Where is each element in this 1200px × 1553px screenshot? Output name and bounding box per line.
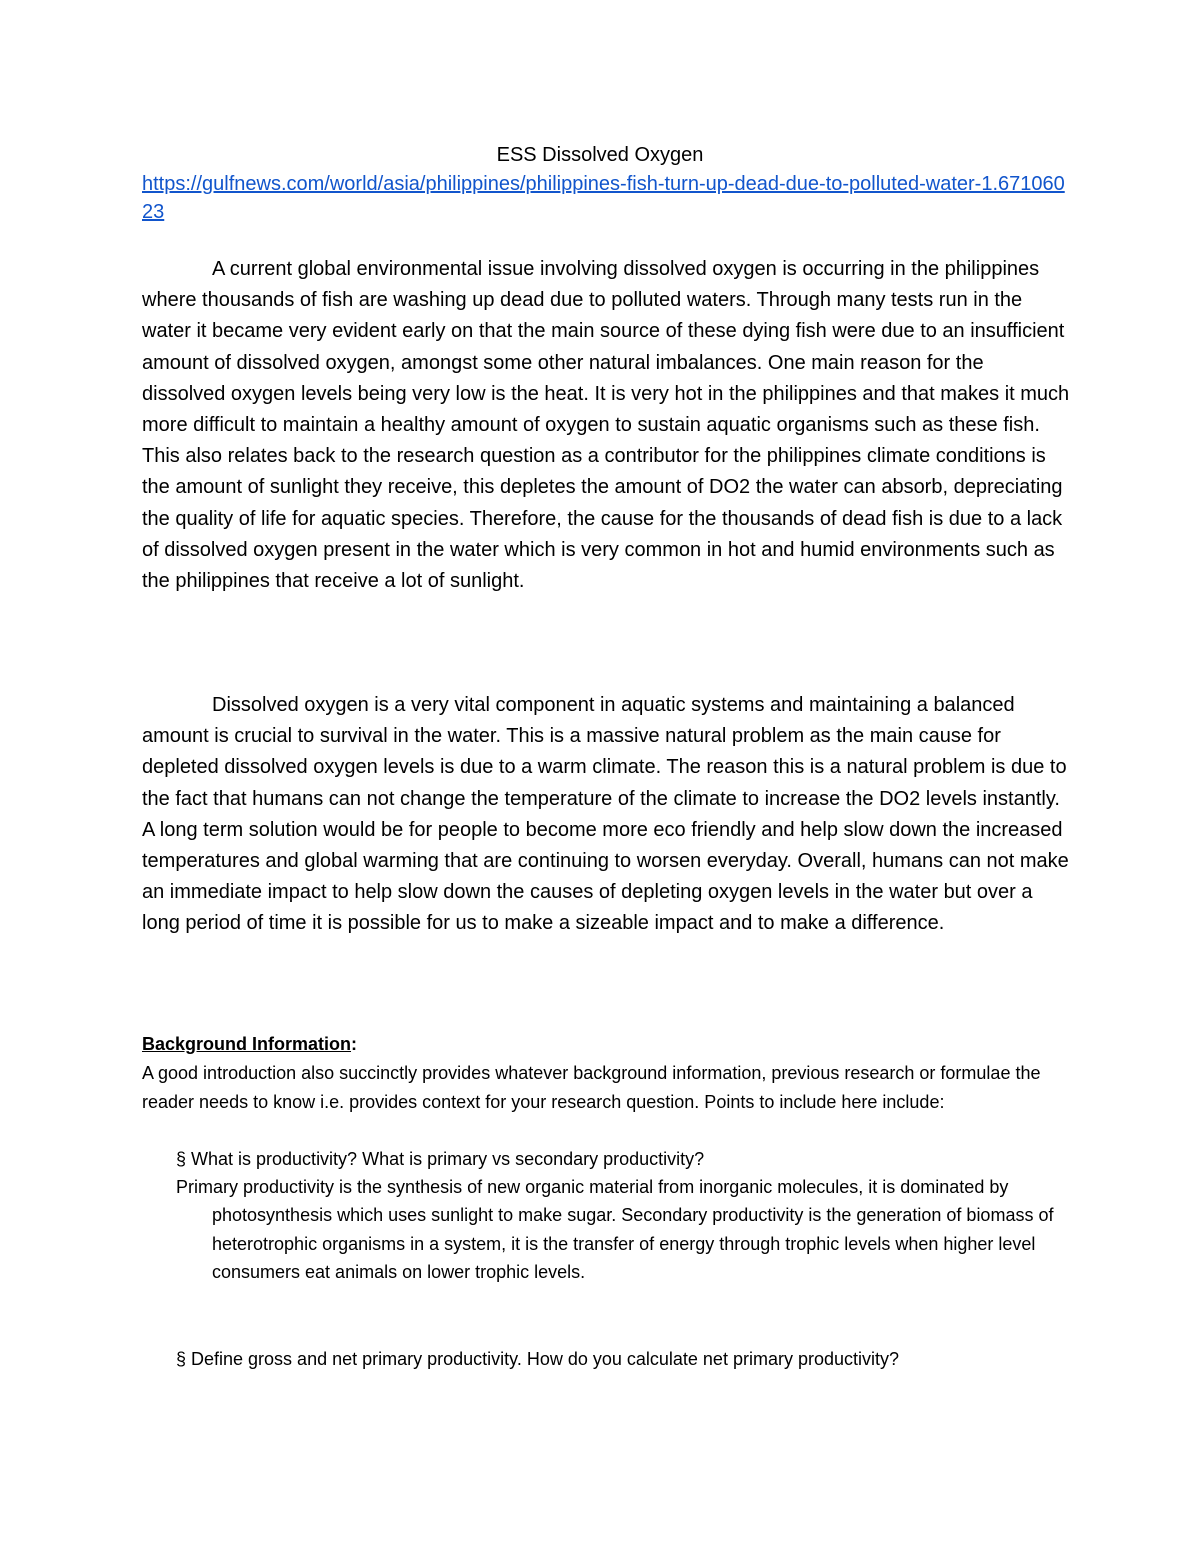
background-heading: [142, 1030, 357, 1058]
bullet-productivity: § What is productivity? What is primary vs secondary productivity?: [176, 1149, 705, 1169]
background-heading-text: Background Information: [142, 1034, 352, 1054]
bullet-gross-net: § Define gross and net primary productivity. How do you calculate net primary productivity?: [176, 1349, 899, 1369]
paragraph-issue: A current global environmental issue involving dissolved oxygen is occurring in the philippines where thousands of fish are washing up dead due to polluted waters. Through many tests run in the water it became very evident early on that the main source of these dying fish were due to an insufficient amount of dissolved oxygen, amongst some other natural imbalances. One main reason for the dissolved oxygen levels being very low is the heat. It is very hot in the philippines and that makes it much more difficult to maintain a healthy amount of oxygen to sustain aquatic organisms such as these fish. This also relates back to the research question as a contributor for the philippines climate conditions is the amount of sunlight they receive, this depletes the amount of DO2 the water can absorb, depreciating the quality of life for aquatic species. Therefore, the cause for the thousands of dead fish is due to a lack of dissolved oxygen present in the water which is very common in hot and humid environments such as the philippines that receive a lot of sunlight.: [142, 258, 1070, 593]
background-heading-colon: :: [351, 1034, 358, 1054]
document-title: ESS Dissolved Oxygen: [496, 144, 704, 166]
background-intro: A good introduction also succinctly provides whatever background information, previous research or formulae the reader needs to know i.e. provides context for your research question. Points to include here include:: [142, 1063, 1041, 1112]
paragraph-solution: Dissolved oxygen is a very vital component in aquatic systems and maintaining a balanced amount is crucial to survival in the water. This is a massive natural problem as the main cause for depleted dissolved oxygen levels is due to a warm climate. The reason this is a natural problem is due to the fact that humans can not change the temperature of the climate to increase the DO2 levels instantly. A long term solution would be for people to become more eco friendly and help slow down the increased temperatures and global warming that are continuing to worsen everyday. Overall, humans can not make an immediate impact to help slow down the causes of depleting oxygen levels in the water but over a long period of time it is possible for us to make a sizeable impact and to make a difference.: [142, 694, 1069, 935]
answer-productivity: Primary productivity is the synthesis of new organic material from inorganic molecules, it is dominated by photosynthesis which uses sunlight to make sugar. Secondary productivity is the generation of biomass of heterotrophic organisms in a system, it is the transfer of energy through trophic levels when higher level consumers eat animals on lower trophic levels.: [176, 1177, 1054, 1283]
source-link[interactable]: https://gulfnews.com/world/asia/philippines/philippines-fish-turn-up-dead-due-to-polluted-water-1.67106023: [142, 173, 1065, 223]
